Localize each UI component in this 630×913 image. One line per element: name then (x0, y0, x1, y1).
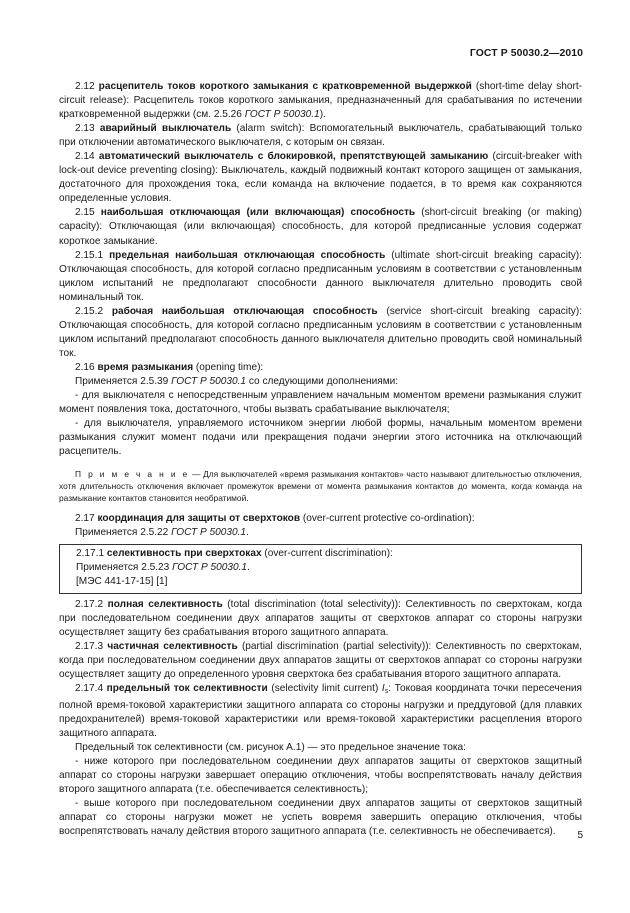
standard-reference: ГОСТ Р 50030.1 (244, 109, 320, 121)
clause-2-12 (59, 80, 582, 122)
clause-2-14 (59, 150, 582, 206)
clause-definition: Селективность по сверхтокам, когда при последовательном соединении двух аппаратов защиты от сверхтоков аппарат со стороны нагрузки осуществляет защиту без срабатывания второго защитного аппарата. (59, 598, 583, 638)
clause-number: 2.13 (75, 123, 95, 135)
clause-term: автоматический выключатель с блокировкой, препятствующей замыканию (98, 151, 489, 163)
clause-end: ). (319, 109, 326, 121)
clause-2-16-note (59, 468, 582, 504)
clause-term: наибольшая отключающая (или включающая) способность (100, 207, 416, 219)
page-number: 5 (577, 830, 583, 841)
applies-text-end: . (247, 562, 250, 574)
clause-2-16 (59, 361, 582, 375)
clause-english: (selectivity limit current) (271, 682, 379, 694)
clause-2-17-2 (59, 598, 582, 640)
clause-2-17-4-p2: Предельный ток селективности (см. рисунок А.1) — это предельное значение тока: (75, 741, 466, 753)
clause-number: 2.17.4 (75, 682, 104, 694)
clause-2-16-bullet-2: - для выключателя, управляемого источником энергии любой формы, начальным моментом времени размыкания служит момент подачи или прекращения подачи энергии этого источника на отключающий расцепитель. (59, 418, 582, 458)
clause-definition: : Токовая координата точки пересечения полной время-токовой характеристики защитного аппарата со стороны нагрузки и преддуговой (для плавких предохранителей) время-токовой характеристики или время-токовой характеристики расцепления второго защитного аппарата. (59, 682, 582, 739)
clause-definition: Отключающая способность, для которой согласно предписанным условиям в соответствии с установленным циклом испытаний предполагают способность данного выключателя длительно проводить свой номинальный ток. (59, 319, 582, 359)
clause-2-17-applies (59, 526, 582, 540)
clause-term: рабочая наибольшая отключающая способность (111, 305, 378, 317)
clause-definition: Расцепитель токов короткого замыкания, предназначенный для срабатывания по истечении кратковременной выдержки (см. 2.5.26 (59, 95, 582, 121)
applies-text: Применяется 2.5.39 (75, 375, 169, 387)
clause-2-16-bullet-1: - для выключателя с непосредственным управлением начальным моментом времени размыкания служит момент появления тока, достаточного, чтобы вызвать срабатывание выключателя; (59, 390, 582, 416)
clause-2-17-3 (59, 640, 582, 682)
clause-term: аварийный выключатель (99, 123, 232, 135)
clause-english: (opening time): (195, 361, 264, 373)
iec-reference: [МЭС 441-17-15] [1] (76, 576, 168, 588)
clause-english: (service short-circuit breaking capacity): (386, 305, 582, 317)
clause-english: (short-circuit breaking (or making) capacity): (59, 207, 582, 233)
applies-text: Применяется 2.5.22 (75, 527, 169, 539)
document-id-header: ГОСТ Р 50030.2—2010 (469, 48, 583, 59)
clause-english: (short-time delay short-circuit release): (59, 81, 582, 107)
clause-definition: Выключатель, каждый подвижный контакт которого защищен от замыкания, достаточного для прохождения тока, если команда на включение подается, в то время как сохраняются определенные условия. (59, 165, 583, 205)
clause-2-17-1-box (59, 544, 582, 593)
clause-english: (over-current protective co-ordination): (302, 513, 475, 525)
clause-2-15 (59, 206, 582, 248)
clause-definition: Отключающая (или включающая) способность, для которой предписанные условия содержат короткое замыкание. (59, 221, 583, 247)
clause-number: 2.17.1 (76, 548, 105, 560)
clause-2-16-applies (59, 375, 582, 389)
clause-2-13 (59, 122, 582, 150)
clause-english: (alarm switch): (236, 123, 305, 135)
clause-english: (total discrimination (total selectivity)): (227, 598, 401, 610)
clause-term: предельная наибольшая отключающая способность (109, 249, 386, 261)
clause-term: расцепитель токов короткого замыкания с кратковременной выдержкой (98, 81, 472, 92)
applies-text-end: . (246, 527, 249, 539)
clause-2-15-1 (59, 249, 582, 305)
clause-definition: Селективность по сверхтокам, когда при последовательном соединении двух аппаратов защиты от сверхтоков аппарат со стороны нагрузки осуществляет защиту до определенного уровня сверхтока без срабатывания второго защитного аппарата. (59, 640, 582, 680)
clause-2-17-1 (60, 547, 581, 561)
clause-number: 2.15 (75, 207, 95, 219)
clause-english: (partial discrimination (partial selectivity)): (241, 640, 432, 652)
clause-number: 2.17.2 (75, 598, 104, 610)
clause-number: 2.15.2 (75, 305, 104, 317)
clause-number: 2.15.1 (75, 249, 104, 261)
clause-2-17-4-bullet-1: - ниже которого при последовательном соединении двух аппаратов защиты от сверхтоков защитный аппарат со стороны нагрузки завершает операцию отключения, чтобы воспрепятствовать началу действия второго защитного аппарата (т.е. обеспечивается селективность); (59, 756, 582, 796)
clause-term: полная селективность (107, 598, 223, 610)
clause-english: (over-current discrimination): (264, 548, 393, 560)
clause-number: 2.16 (75, 361, 95, 373)
clause-2-17 (59, 512, 582, 526)
symbol-letter: I (381, 682, 385, 694)
standard-reference: ГОСТ Р 50030.1 (172, 562, 248, 574)
applies-text: Применяется 2.5.23 (76, 562, 170, 574)
clause-term: селективность при сверхтоках (106, 548, 262, 560)
clause-number: 2.17 (75, 513, 95, 525)
applies-text-end: со следующими дополнениями: (248, 375, 399, 387)
clause-term: координация для защиты от сверхтоков (97, 513, 301, 525)
clause-term: предельный ток селективности (106, 682, 268, 694)
clause-2-15-2 (59, 305, 582, 361)
clause-english: (circuit-breaker with lock-out device preventing closing): (59, 151, 582, 177)
page-content (59, 80, 582, 839)
clause-definition: Вспомогательный выключатель, срабатывающий только при отключении автоматического выключателя, с которым он связан. (59, 123, 582, 149)
clause-2-17-4 (59, 682, 582, 741)
clause-term: частичная селективность (107, 640, 238, 652)
symbol-subscript: s (384, 687, 389, 695)
clause-definition: Отключающая способность, для которой согласно предписанным условиям в соответствии с установленным циклом испытаний не предполагают способности данного выключателя длительно проводить свой номинальный ток. (59, 263, 582, 303)
standard-reference: ГОСТ Р 50030.1 (171, 375, 247, 387)
standard-reference: ГОСТ Р 50030.1 (171, 527, 247, 539)
clause-number: 2.12 (75, 81, 95, 92)
clause-term: время размыкания (97, 361, 194, 373)
clause-2-17-4-bullet-2: - выше которого при последовательном соединении двух аппаратов защиты от сверхтоков защитный аппарат со стороны нагрузки может не успеть вовремя завершить операцию отключения, чтобы воспрепятствовать началу действия второго защитного аппарата (т.е. селективность не обеспечивается). (59, 798, 582, 838)
note-text: — Для выключателей «время размыкания контактов» часто называют длительностью отключения, хотя длительность отключения включает промежуток времени от момента размыкания контактов до момента, когда команда на размыкание контактов становится необратимой. (59, 469, 582, 504)
clause-number: 2.14 (75, 151, 95, 163)
clause-number: 2.17.3 (75, 640, 104, 652)
clause-2-17-1-applies (60, 561, 581, 575)
clause-english: (ultimate short-circuit breaking capacity): (391, 249, 582, 261)
note-label: П р и м е ч а н и е (75, 469, 190, 480)
